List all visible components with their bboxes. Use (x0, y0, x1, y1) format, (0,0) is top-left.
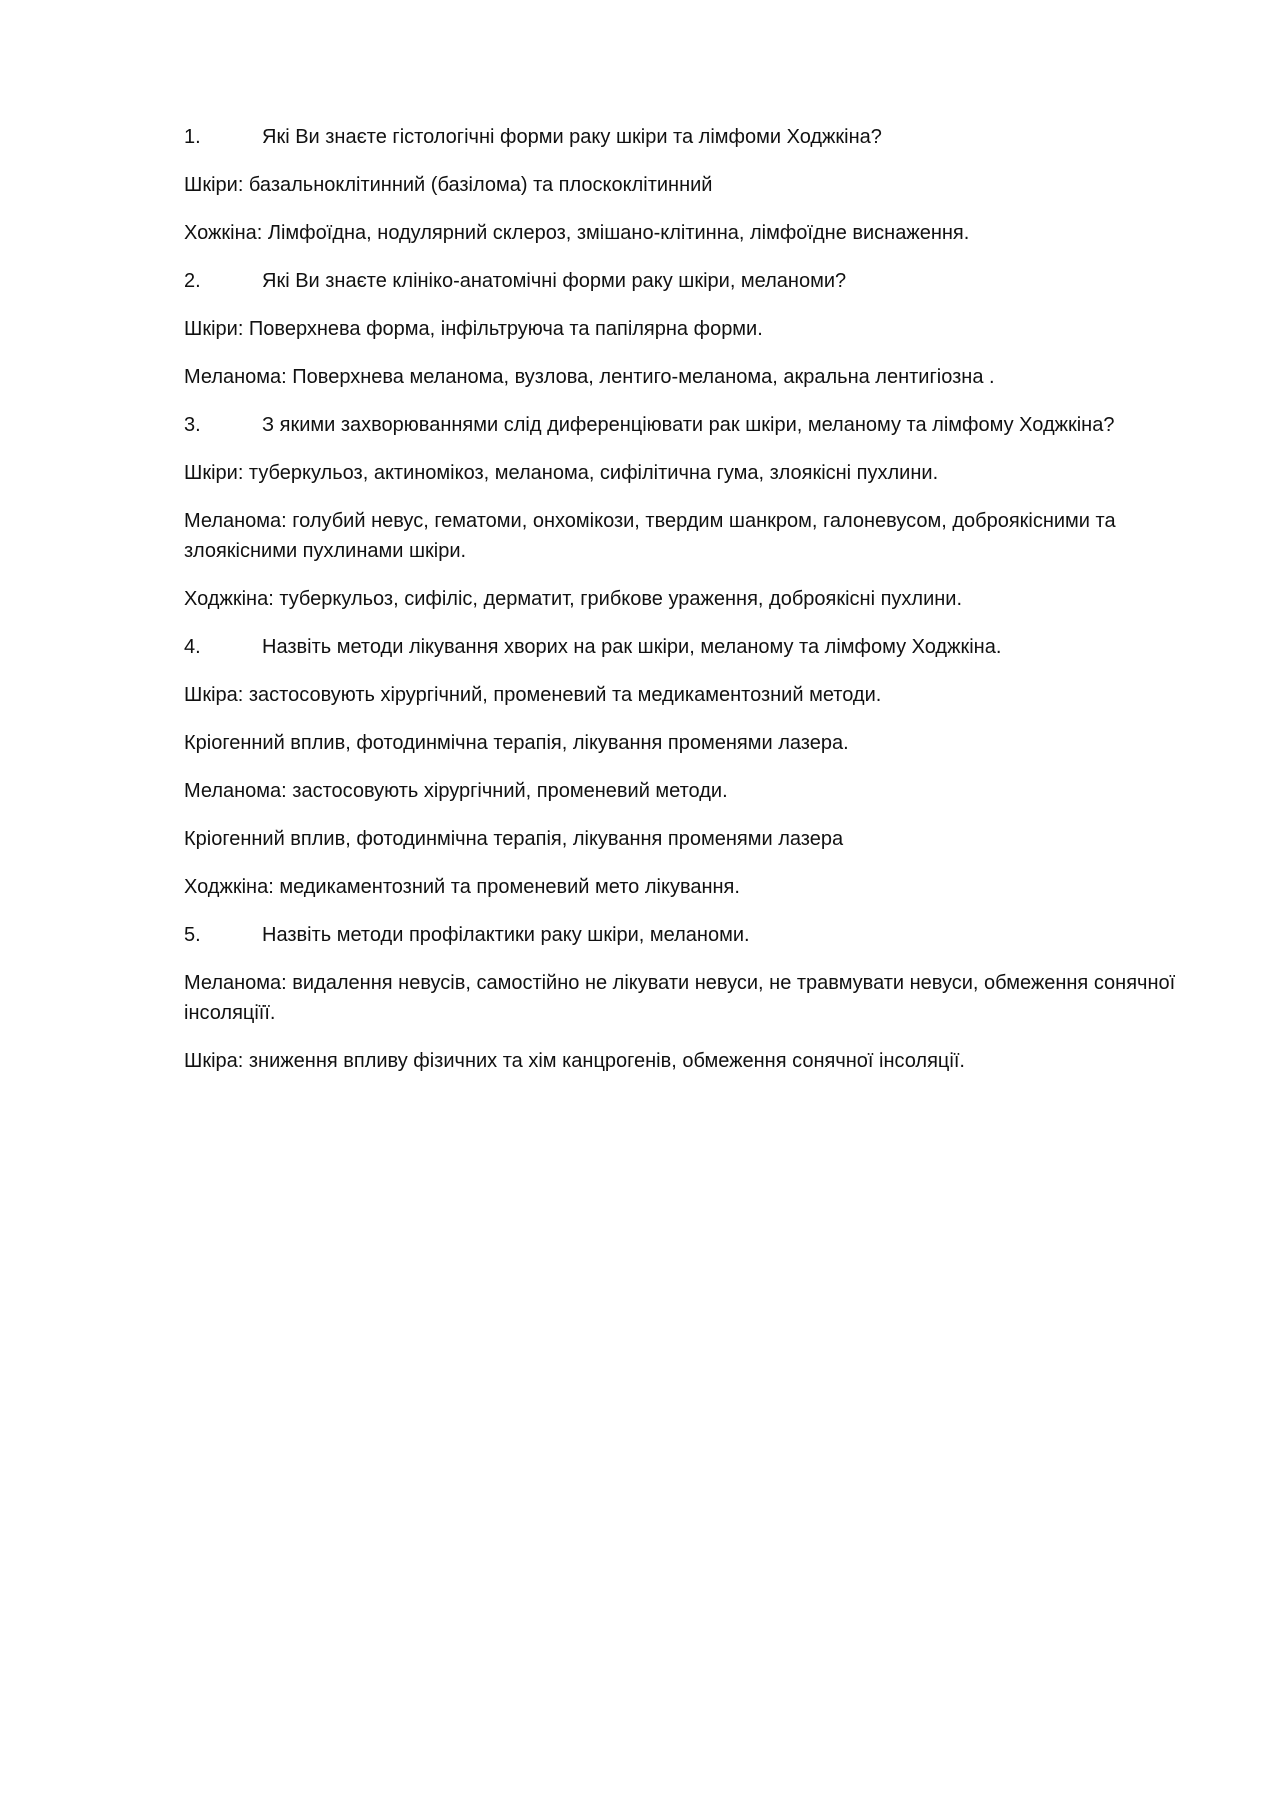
question-text: Назвіть методи лікування хворих на рак шкіри, меланому та лімфому Ходжкіна. (262, 636, 1002, 658)
answer-paragraph: Шкіри: базальноклітинний (базілома) та плоскоклітинний (184, 174, 713, 196)
answer-paragraph: Меланома: голубий невус, гематоми, онхомікози, твердим шанкром, галоневусом, доброякісними та злоякісними пухлинами шкіри. (184, 510, 1116, 562)
answer-paragraph: Меланома: Поверхнева меланома, вузлова, лентиго-меланома, акральна лентигіозна . (184, 366, 995, 388)
answer-paragraph: Ходжкіна: туберкульоз, сифіліс, дерматит, грибкове ураження, доброякісні пухлини. (184, 588, 963, 610)
question-3 (184, 410, 1194, 440)
answer-paragraph: Шкіри: Поверхнева форма, інфільтруюча та папілярна форми. (184, 318, 763, 340)
answer-paragraph: Хожкіна: Лімфоїдна, нодулярний склероз, змішано-клітинна, лімфоїдне виснаження. (184, 222, 970, 244)
question-4 (184, 632, 1194, 662)
question-5 (184, 920, 1194, 950)
answer-paragraph: Кріогенний вплив, фотодинмічна терапія, лікування променями лазера (184, 828, 844, 850)
question-text: Які Ви знаєте гістологічні форми раку шкіри та лімфоми Ходжкіна? (262, 126, 882, 148)
question-text: Які Ви знаєте клініко-анатомічні форми раку шкіри, меланоми? (262, 270, 847, 292)
answer-paragraph: Шкіра: зниження впливу фізичних та хім канцрогенів, обмеження сонячної інсоляції. (184, 1050, 965, 1072)
answer-paragraph: Меланома: застосовують хірургічний, променевий методи. (184, 780, 728, 802)
question-1 (184, 122, 1194, 152)
answer-paragraph: Шкіри: туберкульоз, актиномікоз, меланома, сифілітична гума, злоякісні пухлини. (184, 462, 939, 484)
question-number: 5. (184, 924, 201, 946)
question-number: 2. (184, 270, 201, 292)
question-number: 4. (184, 636, 201, 658)
answer-paragraph: Шкіра: застосовують хірургічний, променевий та медикаментозний методи. (184, 684, 882, 706)
answer-paragraph: Кріогенний вплив, фотодинмічна терапія, лікування променями лазера. (184, 732, 849, 754)
answer-paragraph: Ходжкіна: медикаментозний та променевий мето лікування. (184, 876, 740, 898)
question-text: Назвіть методи профілактики раку шкіри, меланоми. (262, 924, 750, 946)
question-text: З якими захворюваннями слід диференціювати рак шкіри, меланому та лімфому Ходжкіна? (262, 414, 1115, 436)
question-number: 1. (184, 126, 201, 148)
document-body (184, 122, 1194, 1094)
question-2 (184, 266, 1194, 296)
answer-paragraph: Меланома: видалення невусів, самостійно не лікувати невуси, не травмувати невуси, обмеження сонячної інсоляціїї. (184, 972, 1176, 1024)
question-number: 3. (184, 414, 201, 436)
